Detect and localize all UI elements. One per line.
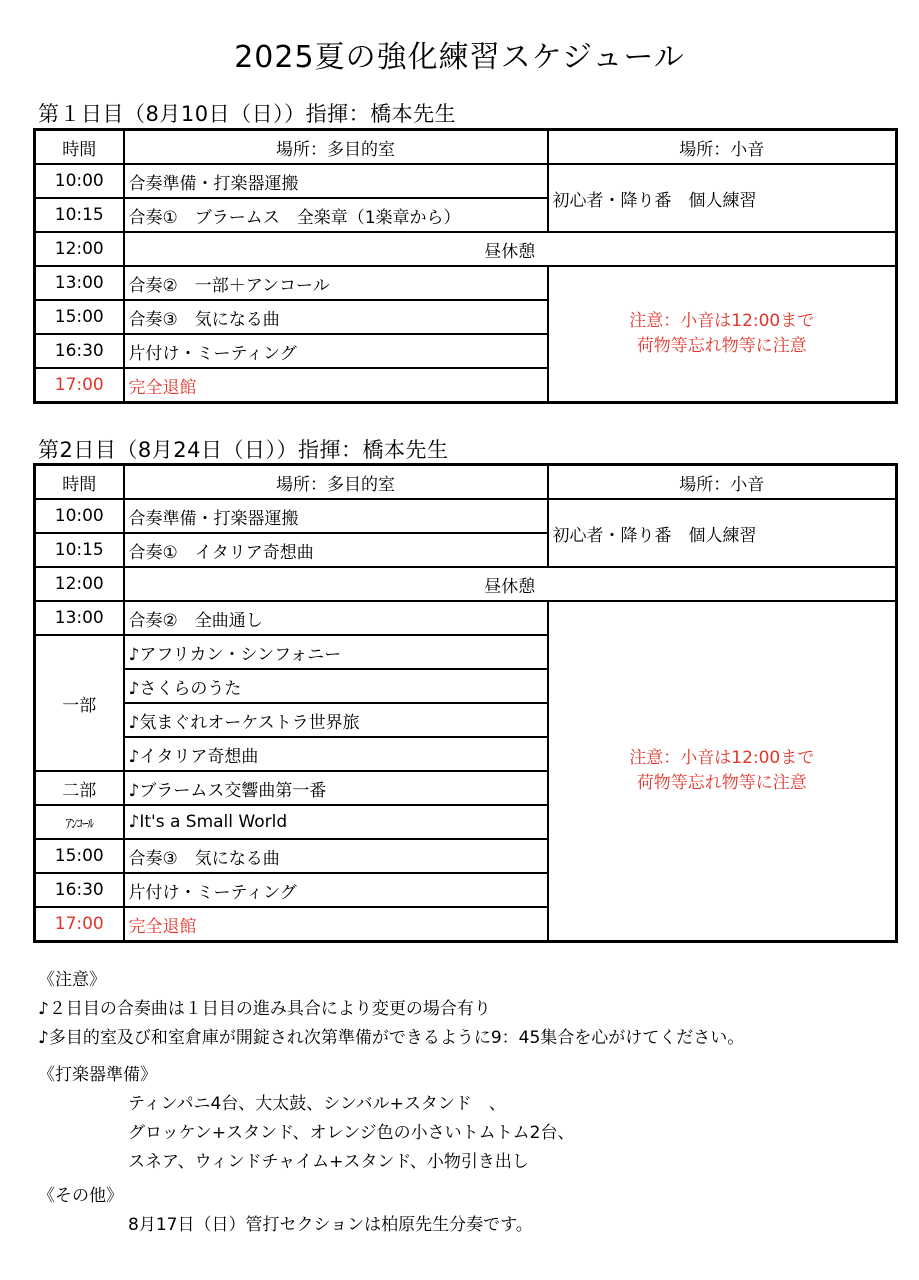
activity-cell: 完全退館 xyxy=(124,907,548,942)
piece-cell: ♪さくらのうた xyxy=(124,669,548,703)
small-room-note-cell xyxy=(548,601,897,942)
activity-cell: 合奏② 一部＋アンコール xyxy=(124,266,548,300)
percussion-section xyxy=(38,1061,575,1177)
note-item: ♪２日目の合奏曲は１日目の進み具合により変更の場合有り xyxy=(38,999,491,1019)
time-header: 時間 xyxy=(35,465,124,500)
activity-cell: 完全退館 xyxy=(124,368,548,403)
activity-cell: 合奏準備・打楽器運搬 xyxy=(124,499,548,533)
time-cell: 15:00 xyxy=(35,839,124,873)
day2-heading: 第2日目（8月24日（日））指揮：橋本先生 xyxy=(38,438,449,462)
note-line: 荷物等忘れ物等に注意 xyxy=(636,336,807,356)
time-cell: 10:15 xyxy=(35,198,124,232)
other-line: 8月17日（日）管打セクションは柏原先生分奏です。 xyxy=(128,1215,533,1235)
room1-header: 場所：多目的室 xyxy=(124,130,548,165)
lunch-break-cell: 昼休憩 xyxy=(124,567,897,601)
activity-cell: 合奏① ブラームス 全楽章（1楽章から） xyxy=(124,198,548,232)
note-item: ♪多目的室及び和室倉庫が開錠され次第準備ができるように9：45集合を心がけてください。 xyxy=(38,1028,745,1048)
part1-label-cell: 一部 xyxy=(35,635,124,771)
day1-heading: 第１日目（8月10日（日））指揮：橋本先生 xyxy=(38,102,457,126)
room2-header: 場所：小音 xyxy=(548,465,897,500)
activity-cell: 合奏① イタリア奇想曲 xyxy=(124,533,548,567)
piece-cell: ♪It's a Small World xyxy=(124,805,548,839)
time-cell: 13:00 xyxy=(35,266,124,300)
small-room-note-cell xyxy=(548,266,897,403)
percussion-heading: 《打楽器準備》 xyxy=(38,1065,157,1085)
activity-cell: 合奏③ 気になる曲 xyxy=(124,300,548,334)
other-heading: 《その他》 xyxy=(38,1186,123,1206)
time-cell: 16:30 xyxy=(35,873,124,907)
piece-cell: ♪イタリア奇想曲 xyxy=(124,737,548,771)
time-cell: 10:00 xyxy=(35,499,124,533)
percussion-line: ティンパニ4台、大太鼓、シンバル+スタンド 、 xyxy=(128,1094,506,1114)
room1-header: 場所：多目的室 xyxy=(124,465,548,500)
activity-cell: 合奏準備・打楽器運搬 xyxy=(124,164,548,198)
table-row xyxy=(35,567,897,601)
time-cell: 15:00 xyxy=(35,300,124,334)
part2-label-cell: 二部 xyxy=(35,771,124,805)
small-room-practice-cell: 初心者・降り番 個人練習 xyxy=(548,499,897,567)
time-cell: 12:00 xyxy=(35,567,124,601)
time-header: 時間 xyxy=(35,130,124,165)
time-cell: 17:00 xyxy=(35,368,124,403)
piece-cell: ♪気まぐれオーケストラ世界旅 xyxy=(124,703,548,737)
percussion-line: スネア、ウィンドチャイム+スタンド、小物引き出し xyxy=(128,1152,529,1172)
table-row xyxy=(35,164,897,198)
encore-label-cell: ｱﾝｺｰﾙ xyxy=(35,805,124,839)
time-cell: 16:30 xyxy=(35,334,124,368)
activity-cell: 合奏② 全曲通し xyxy=(124,601,548,635)
day1-schedule-table xyxy=(33,128,898,404)
table-row xyxy=(35,266,897,300)
activity-cell: 片付け・ミーティング xyxy=(124,334,548,368)
note-line: 荷物等忘れ物等に注意 xyxy=(636,773,807,793)
piece-cell: ♪ブラームス交響曲第一番 xyxy=(124,771,548,805)
lunch-break-cell: 昼休憩 xyxy=(124,232,897,266)
table-row xyxy=(35,499,897,533)
piece-cell: ♪アフリカン・シンフォニー xyxy=(124,635,548,669)
page-title: 2025夏の強化練習スケジュール xyxy=(234,40,685,75)
small-room-practice-cell: 初心者・降り番 個人練習 xyxy=(548,164,897,232)
notes-heading: 《注意》 xyxy=(38,970,106,990)
table-header-row xyxy=(35,465,897,500)
table-row xyxy=(35,601,897,635)
time-cell: 12:00 xyxy=(35,232,124,266)
notes-section xyxy=(38,966,744,1053)
other-section xyxy=(38,1182,533,1240)
day2-schedule-table xyxy=(33,463,898,943)
time-cell: 10:15 xyxy=(35,533,124,567)
activity-cell: 合奏③ 気になる曲 xyxy=(124,839,548,873)
note-line: 注意：小音は12:00まで xyxy=(629,748,815,768)
time-cell: 10:00 xyxy=(35,164,124,198)
activity-cell: 片付け・ミーティング xyxy=(124,873,548,907)
room2-header: 場所：小音 xyxy=(548,130,897,165)
table-header-row xyxy=(35,130,897,165)
time-cell: 13:00 xyxy=(35,601,124,635)
table-row xyxy=(35,232,897,266)
percussion-line: グロッケン+スタンド、オレンジ色の小さいトムトム2台、 xyxy=(128,1123,575,1143)
note-line: 注意：小音は12:00まで xyxy=(629,311,815,331)
time-cell: 17:00 xyxy=(35,907,124,942)
